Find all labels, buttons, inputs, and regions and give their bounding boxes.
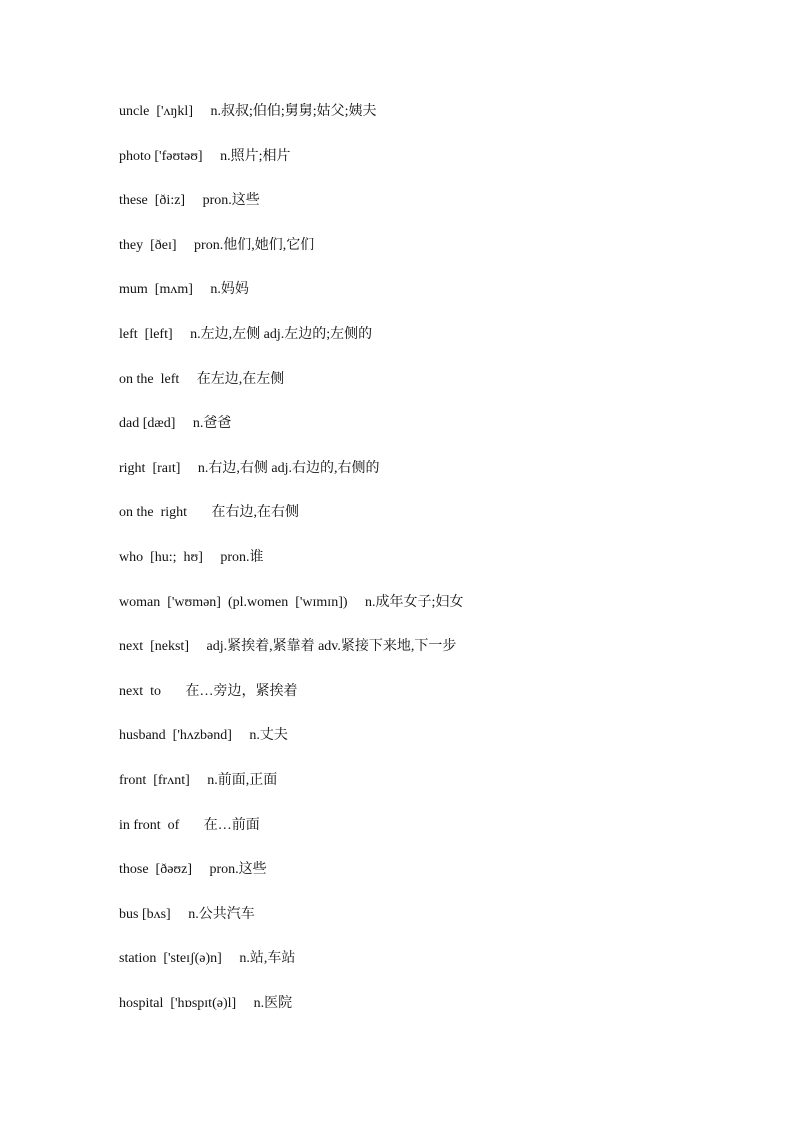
vocab-entry: mum [mʌm] n.妈妈 — [119, 282, 249, 298]
vocab-entry: next to 在…旁边，紧挨着 — [119, 683, 298, 699]
vocab-entry: on the right 在右边,在右侧 — [119, 505, 300, 521]
vocab-entry: left [left] n.左边,左侧 adj.左边的;左侧的 — [119, 326, 373, 342]
vocab-entry: right [raɪt] n.右边,右侧 adj.右边的,右侧的 — [119, 460, 380, 476]
vocab-entry: in front of 在…前面 — [119, 817, 260, 833]
vocab-entry: on the left 在左边,在左侧 — [119, 371, 285, 387]
vocab-entry: photo ['fəʊtəʊ] n.照片;相片 — [119, 148, 291, 164]
vocab-entry: who [hu:; hʊ] pron.谁 — [119, 549, 264, 565]
vocab-entry: husband ['hʌzbənd] n.丈夫 — [119, 728, 288, 744]
vocab-entry: these [ði:z] pron.这些 — [119, 193, 260, 209]
vocab-entry: woman ['wʊmən] (pl.women ['wɪmɪn]) n.成年女子;妇女 — [119, 594, 464, 610]
vocab-entry: station ['steɪʃ(ə)n] n.站,车站 — [119, 951, 296, 967]
vocab-entry: they [ðeɪ] pron.他们,她们,它们 — [119, 237, 315, 253]
vocab-entry: uncle ['ʌŋkl] n.叔叔;伯伯;舅舅;姑父;姨夫 — [119, 104, 377, 119]
vocab-entry: front [frʌnt] n.前面,正面 — [119, 772, 278, 788]
vocab-entry: hospital ['hɒspɪt(ə)l] n.医院 — [119, 995, 293, 1011]
vocabulary-list — [119, 101, 739, 1037]
vocab-entry: dad [dæd] n.爸爸 — [119, 416, 232, 432]
vocab-entry: those [ðəʊz] pron.这些 — [119, 862, 267, 878]
vocab-entry: bus [bʌs] n.公共汽车 — [119, 906, 255, 922]
vocab-entry: next [nekst] adj.紧挨着,紧靠着 adv.紧接下来地,下一步 — [119, 639, 457, 655]
